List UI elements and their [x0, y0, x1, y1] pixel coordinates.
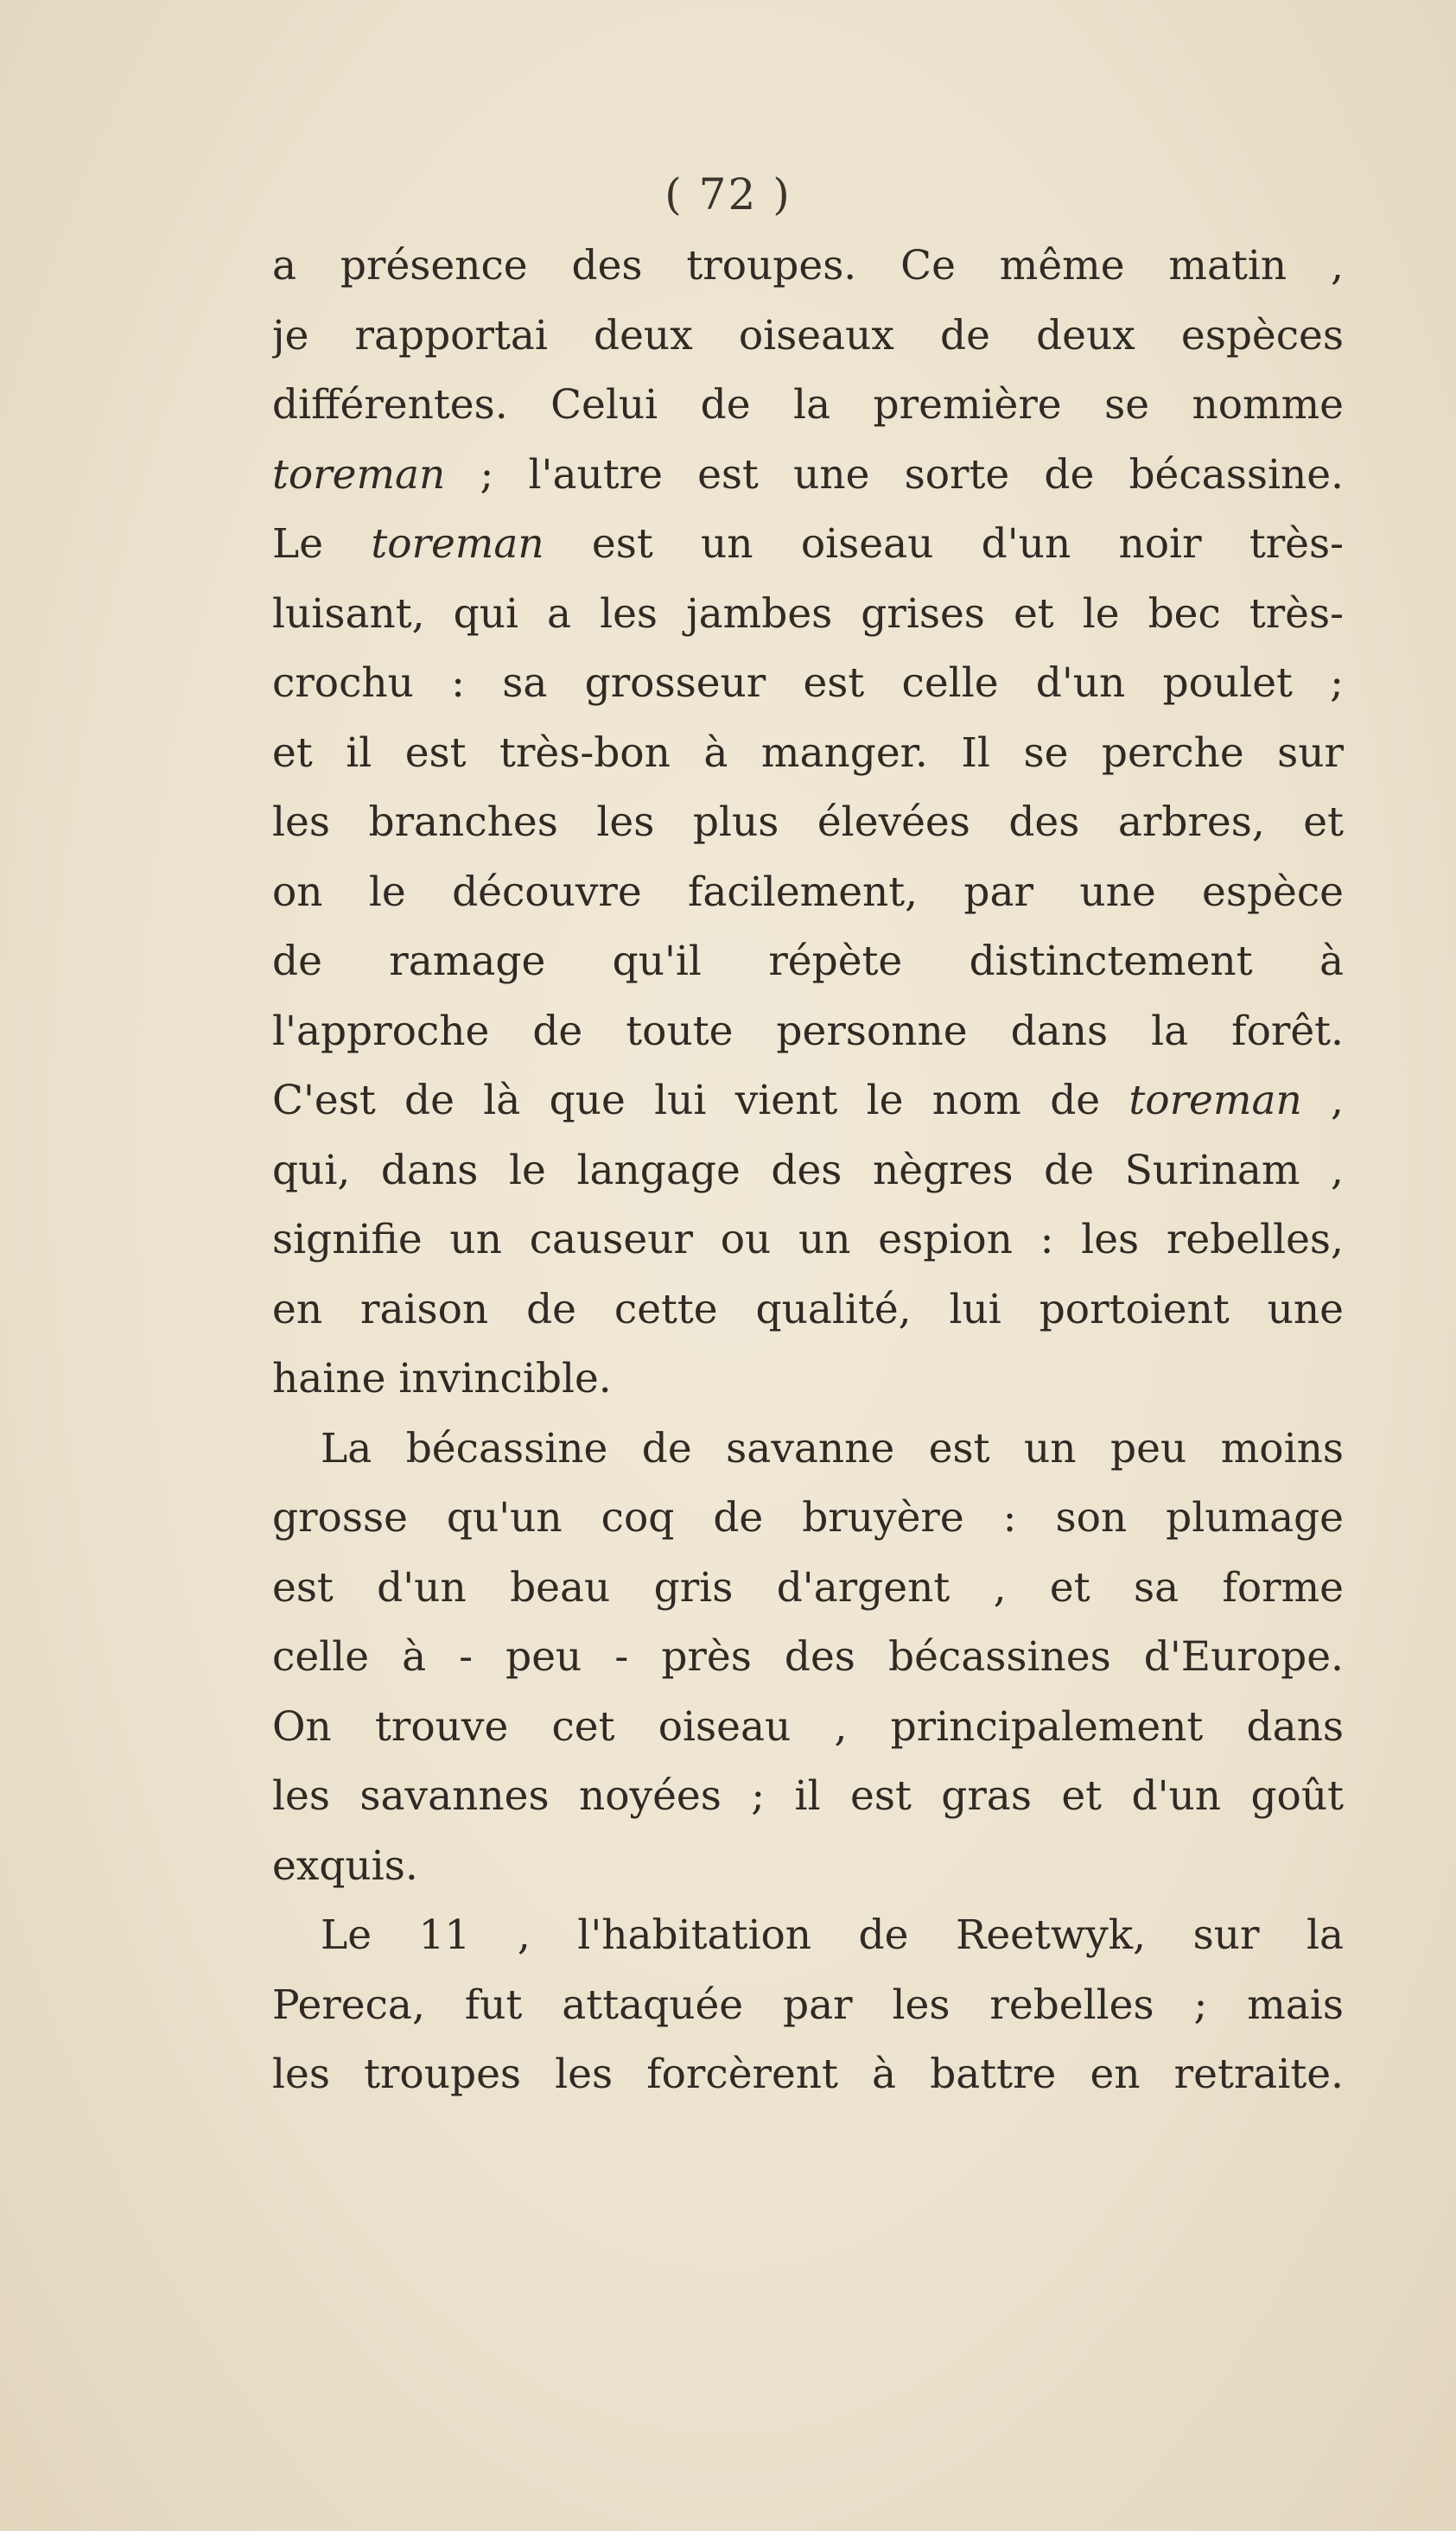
text-line: de ramage qu'il répète distinctement à	[272, 938, 1344, 985]
text-line: grosse qu'un coq de bruyère : son plumage	[272, 1494, 1344, 1542]
text-line	[272, 1066, 1344, 1136]
text-fragment: ,	[1301, 1077, 1344, 1124]
text-line: en raison de cette qualité, lui portoient une	[272, 1285, 1344, 1333]
text-line: luisant, qui a les jambes grises et le bec très-	[272, 589, 1344, 638]
text-line: est d'un beau gris d'argent , et sa forme	[272, 1563, 1344, 1612]
text-line	[272, 510, 1344, 580]
text-line: les branches les plus élevées des arbres, et	[272, 798, 1344, 846]
body-text	[272, 232, 1344, 2110]
text-line: Le 11 , l'habitation de Reetwyk, sur la	[321, 1911, 1344, 1959]
text-line: les savannes noyées ; il est gras et d'un goût	[272, 1772, 1344, 1820]
text-line: celle à - peu - près des bécassines d'Europe.	[272, 1633, 1344, 1681]
text-line	[272, 441, 1344, 511]
text-line: signifie un causeur ou un espion : les rebelles,	[272, 1216, 1344, 1263]
italic-term: toreman	[371, 520, 544, 568]
text-line: a présence des troupes. Ce même matin ,	[272, 242, 1344, 289]
text-line: haine invincible.	[272, 1355, 612, 1402]
text-line: et il est très-bon à manger. Il se perche sur	[272, 728, 1344, 777]
text-line: les troupes les forcèrent à battre en retraite.	[272, 2051, 1344, 2098]
page-number: ( 72 )	[664, 169, 792, 219]
text-line: exquis.	[272, 1841, 418, 1890]
text-line: l'approche de toute personne dans la forêt.	[272, 1007, 1344, 1055]
text-line: je rapportai deux oiseaux de deux espèces	[272, 311, 1344, 359]
text-line: qui, dans le langage des nègres de Surinam ,	[272, 1146, 1344, 1194]
italic-term: toreman	[1129, 1077, 1302, 1124]
text-line: crochu : sa grosseur est celle d'un poulet ;	[272, 659, 1344, 707]
text-line: On trouve cet oiseau , principalement dans	[272, 1702, 1344, 1751]
text-fragment: Le	[272, 520, 372, 568]
text-fragment: ; l'autre est une sorte de bécassine.	[445, 450, 1344, 499]
text-line: La bécassine de savanne est un peu moins	[321, 1424, 1344, 1472]
text-line: on le découvre facilement, par une espèce	[272, 868, 1344, 916]
text-fragment: est un oiseau d'un noir très-	[544, 520, 1344, 568]
italic-term: toreman	[272, 450, 446, 499]
text-line: différentes. Celui de la première se nomme	[272, 381, 1344, 429]
text-fragment: C'est de là que lui vient le nom de	[272, 1077, 1129, 1124]
text-line: Pereca, fut attaquée par les rebelles ; mais	[272, 1981, 1344, 2029]
